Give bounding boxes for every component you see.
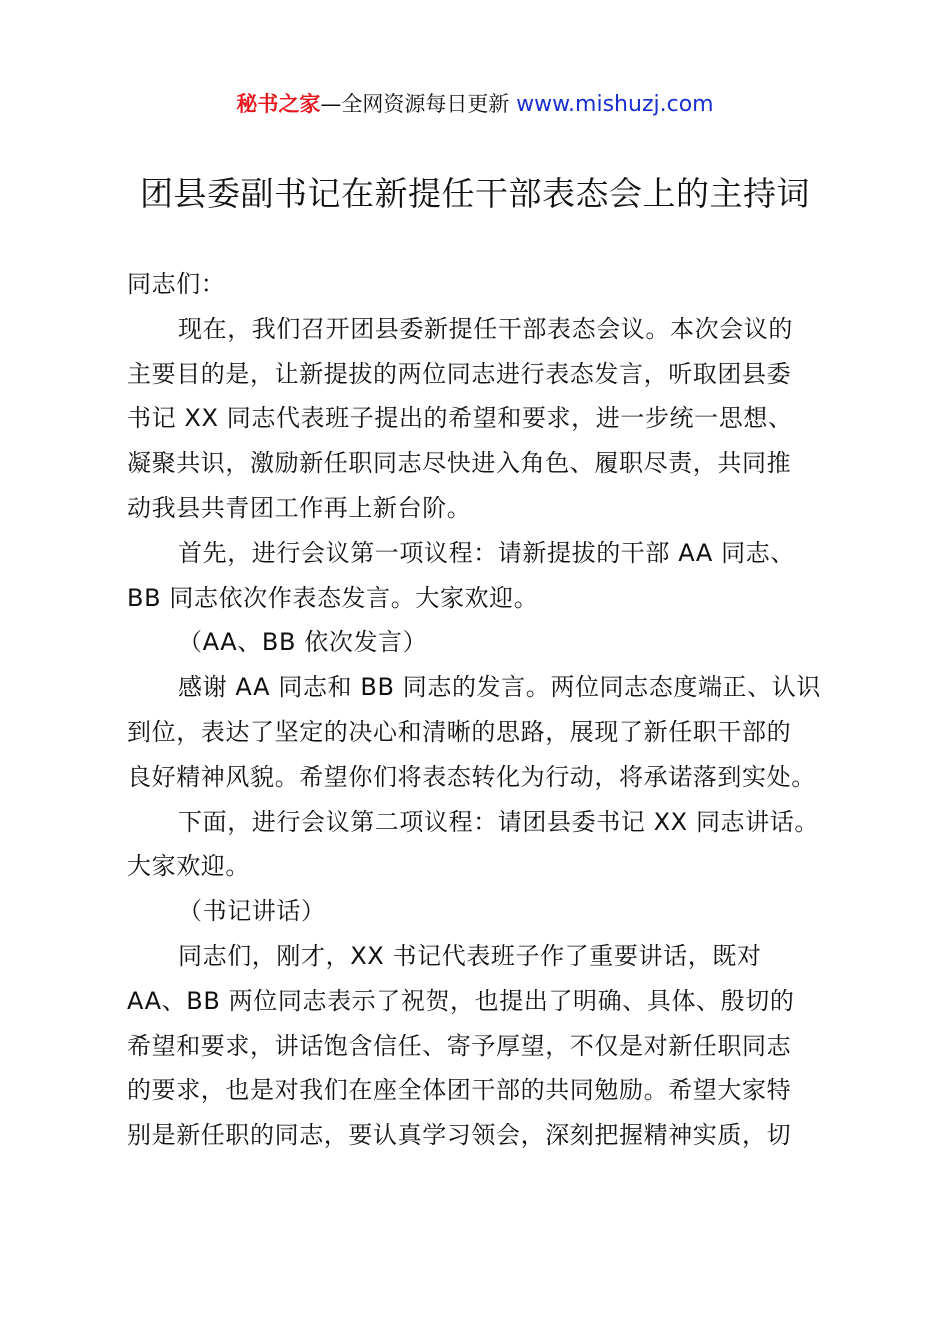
paragraph-line: 良好精神风貌。希望你们将表态转化为行动，将承诺落到实处。 <box>127 762 816 791</box>
site-url-link[interactable]: www.mishuzj.com <box>516 92 714 117</box>
paragraph-line: 感谢 AA 同志和 BB 同志的发言。两位同志态度端正、认识 <box>178 673 821 702</box>
brand-name: 秘书之家 <box>236 92 321 116</box>
paragraph-line: AA、BB 两位同志表示了祝贺，也提出了明确、具体、殷切的 <box>127 986 795 1015</box>
paragraph-line: 书记 XX 同志代表班子提出的希望和要求，进一步统一思想、 <box>127 404 793 433</box>
banner-tagline: —全网资源每日更新 <box>320 92 517 116</box>
paragraph-line: （书记讲话） <box>178 897 326 926</box>
paragraph-line: 下面，进行会议第二项议程：请团县委书记 XX 同志讲话。 <box>178 807 819 836</box>
paragraph-line: 到位，表达了坚定的决心和清晰的思路，展现了新任职干部的 <box>127 717 792 746</box>
paragraph-line: 别是新任职的同志，要认真学习领会，深刻把握精神实质，切 <box>127 1121 792 1150</box>
paragraph-line: 同志们，刚才，XX 书记代表班子作了重要讲话，既对 <box>178 941 762 970</box>
paragraph-line: 凝聚共识，激励新任职同志尽快进入角色、履职尽责，共同推 <box>127 449 792 478</box>
paragraph-line: 动我县共青团工作再上新台阶。 <box>127 493 472 522</box>
paragraph-line: 希望和要求，讲话饱含信任、寄予厚望，不仅是对新任职同志 <box>127 1031 792 1060</box>
paragraph-line: 主要目的是，让新提拔的两位同志进行表态发言，听取团县委 <box>127 359 792 388</box>
paragraph-line: 的要求，也是对我们在座全体团干部的共同勉励。希望大家特 <box>127 1076 792 1105</box>
paragraph-line: 现在，我们召开团县委新提任干部表态会议。本次会议的 <box>178 314 793 343</box>
site-banner <box>0 88 950 118</box>
paragraph-line: （AA、BB 依次发言） <box>178 628 428 657</box>
document-body <box>127 262 867 1158</box>
paragraph-line: 首先，进行会议第一项议程：请新提拔的干部 AA 同志、 <box>178 538 795 567</box>
document-title: 团县委副书记在新提任干部表态会上的主持词 <box>140 174 810 213</box>
paragraph-line: BB 同志依次作表态发言。大家欢迎。 <box>127 583 539 612</box>
paragraph-line: 同志们： <box>127 270 226 298</box>
paragraph-line: 大家欢迎。 <box>127 852 250 881</box>
